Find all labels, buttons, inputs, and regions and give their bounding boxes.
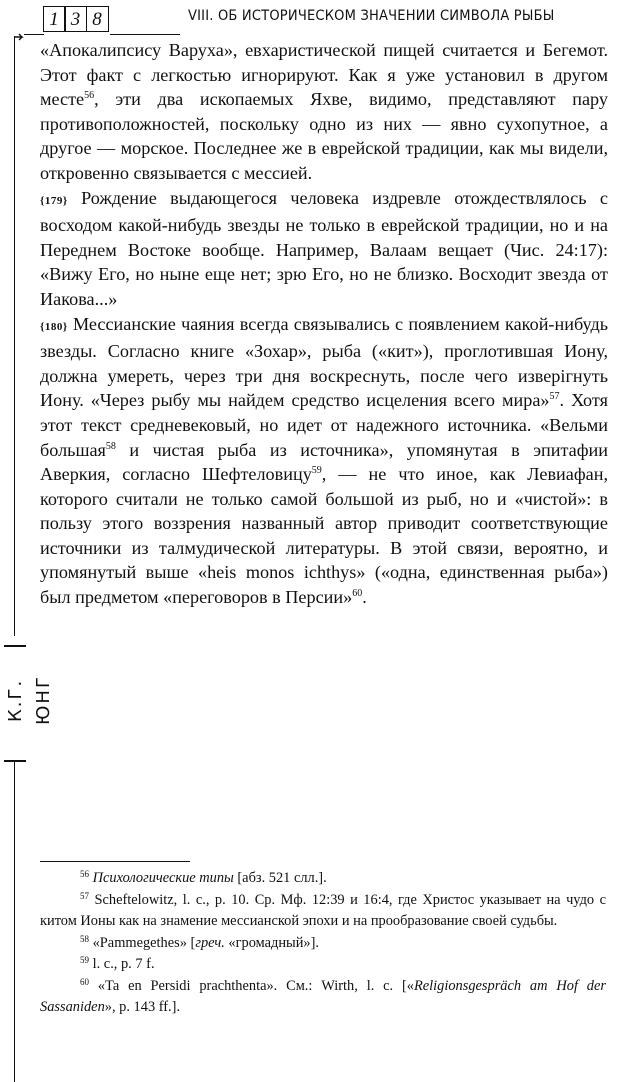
margin-rule	[14, 36, 15, 636]
margin-rule-lower	[14, 762, 15, 1082]
footnote-ref[interactable]: 58	[105, 440, 116, 452]
paragraph-number: {180}	[40, 320, 68, 333]
footnote-57: $^{57}$ Scheftelowitz, l. c., p. 10. Ср. Мф. 12:39 и 16:4, где Христос указывает на чудо с китом Ионы как на знамение мессианской эпохи и на прообразование своей судьбы.	[40, 890, 607, 929]
footnote-56: $^{56}$ Психологические типы [абз. 521 слл.].	[80, 869, 327, 886]
paragraph-180: {180} Мессианские чаяния всегда связывались с появлением какой-нибудь звезды. Согласно книге «Зохар», рыба («кит»), проглотившая Иону, должна умереть, через три дня воскреснуть, после чего изверігнуть Иону. «Через рыбу мы найдем средство исцеления всего мира»$^{57}$. Хотя этот текст средневековый, но идет от надежного источника. «Вельми большая$^{58}$ и чистая рыба из источника», упомянутая в эпитафии Аверкия, согласно Шефтеловицу$^{59}$, — не что иное, как Левиафан, которого считали не только самой большой из рыб, но и «чистой»: в пользу этого воззрения названный автор приводит соответствующие источники из талмудической литературы. В этой связи, вероятно, и упомянутый выше «heis monos ichthys» («одна, единственная рыба») был предметом «переговоров в Персии»$^{60}$.	[40, 313, 608, 608]
footnote-rule	[40, 861, 190, 862]
author-bracket-bottom	[4, 760, 26, 762]
paragraph: «Апокалипсису Варуха», евхаристической пищей считается и Бегемот. Этот факт с легкостью игнорируют. Как я уже установил в другом месте$^{56}$, эти два ископаемых Яхве, видимо, представляют пару противоположностей, поскольку одно из них — явно сухопутное, а другое — морское. Последнее же в еврейской традиции, как мы видели, откровенно связывается с мессией.	[40, 40, 608, 183]
footnote-ref[interactable]: 56	[84, 90, 95, 102]
page-number	[44, 6, 109, 32]
footnote-ref[interactable]: 59	[311, 465, 322, 477]
page-digit: 8	[86, 6, 109, 32]
margin-arrow-icon	[14, 30, 24, 40]
footnote-59: $^{59}$ l. c., p. 7 f.	[80, 955, 155, 972]
footnotes	[40, 868, 606, 1019]
running-head: VIII. ОБ ИСТОРИЧЕСКОМ ЗНАЧЕНИИ СИМВОЛА РЫБЫ	[188, 8, 555, 24]
footnote-ref[interactable]: 57	[549, 391, 560, 403]
main-text	[40, 38, 608, 610]
author-name: К.Г. ЮНГ	[5, 675, 54, 725]
paragraph-179: {179} Рождение выдающегося человека издревле отождествлялось с восходом какой-нибудь звезды не только в еврейской традиции, но и на Переднем Востоке вообще. Например, Валаам вещает (Чис. 24:17): «Вижу Его, но ныне еще нет; зрю Его, но не близко. Восходит звезда от Иакова...»	[40, 187, 608, 309]
page-digit: 3	[64, 6, 87, 32]
page-digit: 1	[43, 6, 66, 32]
author-bracket-top	[4, 645, 26, 647]
footnote-ref[interactable]: 60	[352, 588, 363, 600]
footnote-58: $^{58}$ «Pammegethes» [греч. «громадный»].	[80, 933, 319, 951]
footnote-60: $^{60}$ «Ta en Persidi prachthenta». См.: Wirth, l. c. [«Religionsgespräch am Hof der Sassaniden», p. 143 ff.].	[40, 976, 606, 1015]
header-rule-left	[24, 34, 44, 35]
paragraph-number: {179}	[40, 194, 68, 207]
header-rule-right	[110, 34, 180, 35]
